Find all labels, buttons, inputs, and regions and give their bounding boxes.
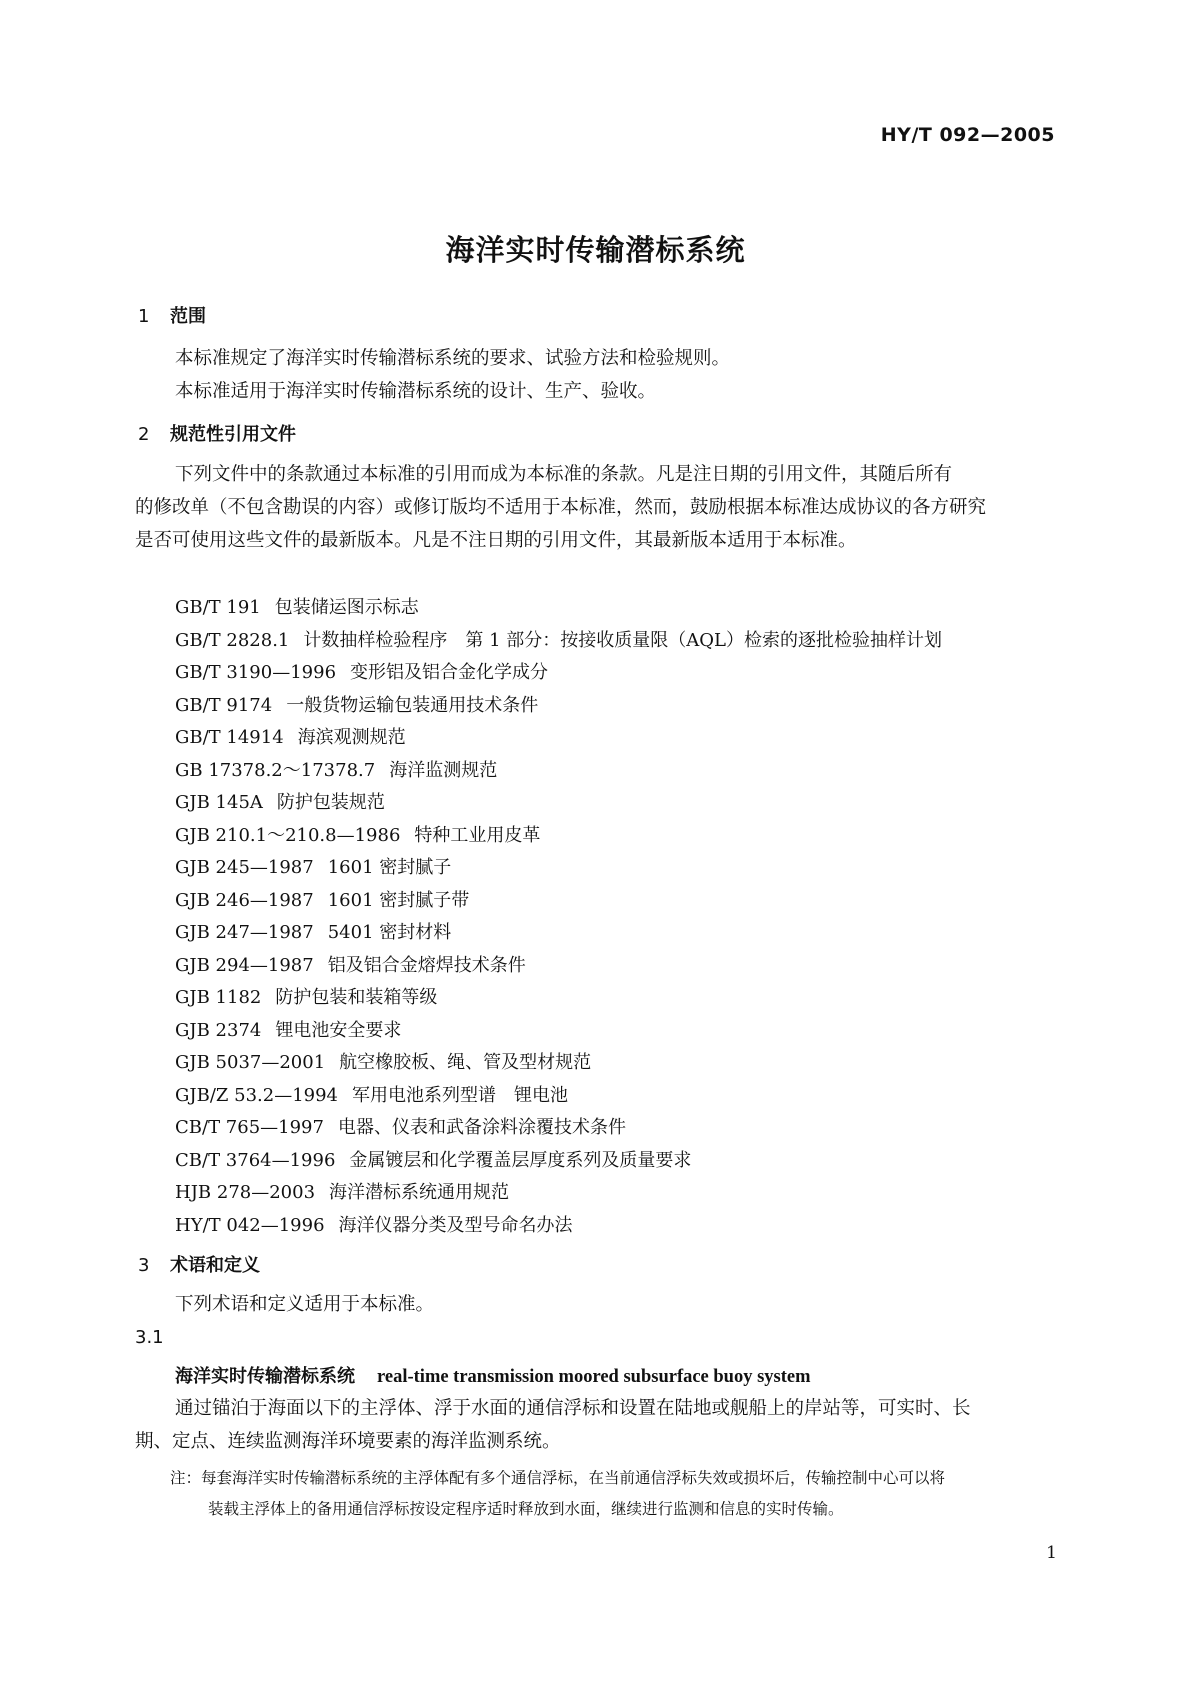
- reference-code: GB/T 14914: [175, 727, 284, 748]
- reference-title: 计数抽样检验程序 第 1 部分：按接收质量限（AQL）检索的逐批检验抽样计划: [303, 629, 942, 651]
- reference-code: GJB 2374: [175, 1019, 262, 1041]
- section-title: 规范性引用文件: [170, 424, 296, 445]
- scope-paragraph: 本标准适用于海洋实时传输潜标系统的设计、生产、验收。: [175, 381, 657, 402]
- section-1-heading: [138, 302, 206, 328]
- reference-title: 5401 密封材料: [327, 922, 452, 943]
- reference-title: 特种工业用皮革: [414, 824, 541, 846]
- reference-item: [175, 917, 942, 950]
- reference-title: 海滨观测规范: [297, 727, 406, 748]
- page-number: 1: [1046, 1543, 1057, 1563]
- reference-list: [175, 592, 942, 1242]
- reference-item: [175, 950, 942, 983]
- reference-item: [175, 1015, 942, 1048]
- reference-item: [175, 625, 942, 658]
- reference-code: CB/T 3764—1996: [175, 1149, 336, 1171]
- section-2-heading: [138, 420, 296, 446]
- reference-item: [175, 1210, 942, 1243]
- reference-item: [175, 820, 942, 853]
- section-title: 范围: [170, 306, 206, 327]
- reference-item: [175, 1145, 942, 1178]
- reference-item: [175, 1080, 942, 1113]
- reference-code: CB/T 765—1997: [175, 1117, 324, 1138]
- intro-line: 下列文件中的条款通过本标准的引用而成为本标准的条款。凡是注日期的引用文件，其随后所有: [175, 464, 953, 485]
- section-number: 3: [138, 1255, 150, 1276]
- term-chinese: 海洋实时传输潜标系统: [175, 1366, 355, 1387]
- reference-code: HY/T 042—1996: [175, 1214, 325, 1236]
- reference-code: GB/T 9174: [175, 694, 273, 716]
- reference-title: 海洋仪器分类及型号命名办法: [338, 1214, 573, 1236]
- definition-line: 期、定点、连续监测海洋环境要素的海洋监测系统。: [135, 1431, 561, 1452]
- reference-title: 防护包装和装箱等级: [275, 987, 438, 1008]
- reference-code: GJB 145A: [175, 792, 263, 813]
- reference-title: 一般货物运输包装通用技术条件: [286, 694, 539, 716]
- section-title: 术语和定义: [170, 1255, 260, 1276]
- reference-code: GJB/Z 53.2—1994: [175, 1084, 339, 1106]
- reference-item: [175, 1177, 942, 1210]
- reference-code: GJB 245—1987: [175, 857, 314, 878]
- terms-intro: [135, 1288, 1063, 1321]
- reference-code: GJB 210.1～210.8—1986: [175, 824, 401, 846]
- reference-code: GB/T 2828.1: [175, 629, 290, 651]
- reference-title: 海洋潜标系统通用规范: [329, 1182, 510, 1203]
- term-note: [170, 1463, 1070, 1525]
- reference-title: 铝及铝合金熔焊技术条件: [327, 954, 526, 976]
- reference-code: GJB 294—1987: [175, 954, 314, 976]
- reference-item: [175, 885, 942, 918]
- reference-code: GJB 5037—2001: [175, 1052, 326, 1073]
- reference-title: 金属镀层和化学覆盖层厚度系列及质量要求: [349, 1149, 692, 1171]
- section-number: 1: [138, 306, 150, 327]
- reference-title: 军用电池系列型谱 锂电池: [352, 1084, 569, 1106]
- reference-code: GB/T 3190—1996: [175, 662, 337, 683]
- reference-item: [175, 1047, 942, 1080]
- reference-title: 防护包装规范: [276, 792, 385, 813]
- reference-item: [175, 722, 942, 755]
- reference-item: [175, 787, 942, 820]
- reference-title: 电器、仪表和武备涂料涂覆技术条件: [337, 1117, 626, 1138]
- subsection-number: 3.1: [135, 1327, 164, 1348]
- reference-title: 海洋监测规范: [389, 759, 498, 781]
- term-entry: [175, 1362, 811, 1388]
- terms-intro-line: 下列术语和定义适用于本标准。: [175, 1294, 435, 1315]
- definition-line: 通过锚泊于海面以下的主浮体、浮于水面的通信浮标和设置在陆地或舰船上的岸站等，可实时、长: [175, 1398, 971, 1419]
- reference-code: GJB 247—1987: [175, 922, 314, 943]
- scope-paragraphs: [135, 342, 1063, 408]
- note-line: 装载主浮体上的备用通信浮标按设定程序适时释放到水面，继续进行监测和信息的实时传输。: [208, 1500, 844, 1518]
- reference-title: 锂电池安全要求: [275, 1019, 402, 1041]
- reference-item: [175, 755, 942, 788]
- term-english: real-time transmission moored subsurface buoy system: [377, 1367, 811, 1387]
- term-definition: [135, 1392, 1063, 1458]
- reference-item: [175, 1112, 942, 1145]
- document-title: 海洋实时传输潜标系统: [445, 233, 746, 267]
- reference-title: 变形铝及铝合金化学成分: [350, 662, 549, 683]
- reference-title: 1601 密封腻子带: [327, 889, 470, 911]
- reference-item: [175, 852, 942, 885]
- section-3-heading: [138, 1251, 260, 1277]
- note-line: 注：每套海洋实时传输潜标系统的主浮体配有多个通信浮标，在当前通信浮标失效或损坏后，传输控制中心可以将: [170, 1469, 946, 1487]
- reference-code: GB/T 191: [175, 597, 261, 618]
- reference-code: GJB 246—1987: [175, 889, 314, 911]
- reference-item: [175, 592, 942, 625]
- reference-title: 航空橡胶板、绳、管及型材规范: [339, 1052, 592, 1073]
- intro-line: 的修改单（不包含勘误的内容）或修订版均不适用于本标准，然而，鼓励根据本标准达成协议的各方研究: [135, 497, 987, 518]
- references-intro: [135, 458, 1063, 557]
- reference-item: [175, 657, 942, 690]
- reference-code: GB 17378.2～17378.7: [175, 759, 376, 781]
- reference-item: [175, 690, 942, 723]
- reference-item: [175, 982, 942, 1015]
- intro-line: 是否可使用这些文件的最新版本。凡是不注日期的引用文件，其最新版本适用于本标准。: [135, 530, 857, 551]
- reference-title: 1601 密封腻子: [327, 857, 452, 878]
- reference-code: GJB 1182: [175, 987, 262, 1008]
- reference-title: 包装储运图示标志: [274, 597, 419, 618]
- standard-code: HY/T 092—2005: [880, 124, 1055, 146]
- scope-paragraph: 本标准规定了海洋实时传输潜标系统的要求、试验方法和检验规则。: [175, 348, 731, 369]
- reference-code: HJB 278—2003: [175, 1182, 316, 1203]
- section-number: 2: [138, 424, 150, 445]
